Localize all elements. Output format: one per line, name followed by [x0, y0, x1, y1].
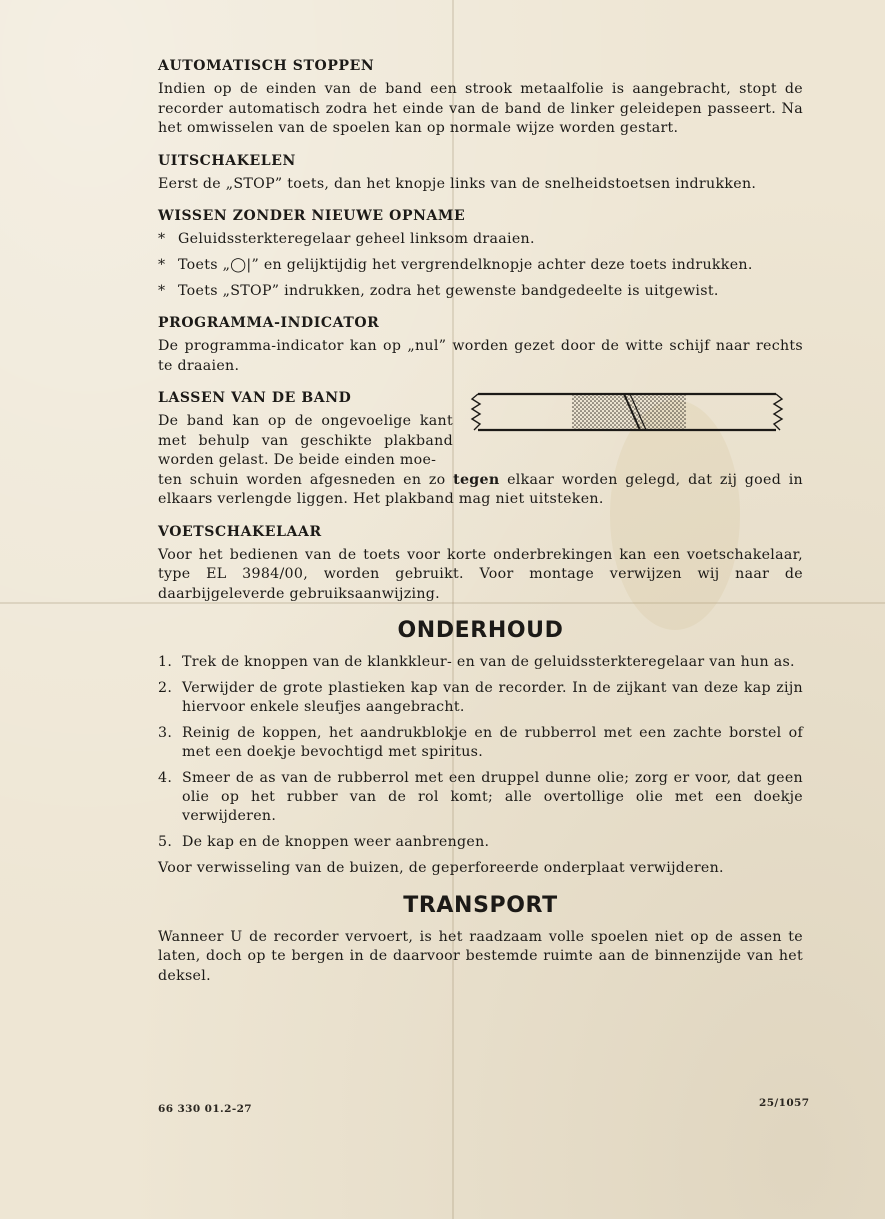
asterisk-bullet: * [158, 231, 166, 247]
onderhoud-heading: ONDERHOUD [397, 618, 564, 643]
asterisk-bullet: * [158, 283, 166, 299]
list-item [158, 256, 803, 275]
list-item [158, 230, 803, 249]
item-number: 4. [158, 770, 173, 786]
numbered-item [158, 679, 803, 717]
numbered-item [158, 833, 803, 852]
section-text: Eerst de „STOP” toets, dan het knopje links van de snelheidstoetsen indrukken. [158, 175, 757, 192]
item-number: 5. [158, 834, 173, 850]
text-run: elkaar worden gelegd, dat zij goed in elkaars verlengde liggen. Het plakband mag niet uitsteken. [158, 471, 803, 507]
section-uitschakelen [158, 153, 803, 195]
section-programma-indicator [158, 315, 803, 376]
list-item-text: Toets „◯|” en gelijktijdig het vergrendelknopje achter deze toets indrukken. [178, 257, 753, 273]
document-body [158, 58, 803, 986]
section-text-side: De band kan op de ongevoelige kant met behulp van geschikte plakband worden gelast. De beide einden moe- [158, 413, 453, 468]
asterisk-bullet: * [158, 257, 166, 273]
list-item [158, 282, 803, 301]
item-number: 1. [158, 654, 173, 670]
section-text-continued [158, 471, 803, 510]
item-number: 2. [158, 680, 173, 696]
document-code: 66 330 01.2-27 [158, 1103, 252, 1115]
section-heading: VOETSCHAKELAAR [158, 523, 322, 540]
section-text: Indien op de einden van de band een strook metaalfolie is aangebracht, stopt de recorder automatisch zodra het einde van de band de linker geleidepen passeert. Na het omwisselen van de spoelen kan op normale wijze worden gestart. [158, 81, 803, 136]
numbered-item [158, 724, 803, 762]
section-text: De programma-indicator kan op „nul” worden gezet door de witte schijf naar rechts te draaien. [158, 338, 803, 374]
numbered-item [158, 653, 803, 672]
bold-word: tegen [453, 471, 500, 488]
list-item-text: Toets „STOP” indrukken, zodra het gewenste bandgedeelte is uitgewist. [178, 283, 719, 299]
transport-heading: TRANSPORT [403, 892, 558, 918]
tape-splice-illustration [464, 390, 790, 436]
section-heading: AUTOMATISCH STOPPEN [158, 58, 375, 74]
text-run: ten schuin worden afgesneden en zo [158, 471, 454, 488]
section-onderhoud [158, 618, 803, 879]
item-text: Trek de knoppen van de klankkleur- en van de geluidssterkteregelaar van hun as. [182, 654, 795, 670]
section-transport [158, 893, 803, 987]
item-text: Verwijder de grote plastieken kap van de recorder. In de zijkant van deze kap zijn hiervoor enkele sleufjes aangebracht. [182, 680, 803, 715]
section-heading: LASSEN VAN DE BAND [158, 390, 352, 406]
section-text: Voor het bedienen van de toets voor korte onderbrekingen kan een voetschakelaar, type EL 3984/00, worden gebruikt. Voor montage verwijzen wij naar de daarbijgeleverde gebruiksaanwijzing. [158, 546, 803, 602]
section-voetschakelaar [158, 524, 803, 605]
transport-text: Wanneer U de recorder vervoert, is het raadzaam volle spoelen niet op de assen te laten, doch op te bergen in de daarvoor bestemde ruimte aan de binnenzijde van het deksel. [158, 928, 803, 984]
item-text: Reinig de koppen, het aandrukblokje en de rubberrol met een zachte borstel of met een doekje bevochtigd met spiritus. [182, 725, 803, 760]
item-text: Smeer de as van de rubberrol met een druppel dunne olie; zorg er voor, dat geen olie op het rubber van de rol komt; alle overtollige olie met een doekje verwijderen. [182, 770, 803, 824]
section-heading: PROGRAMMA-INDICATOR [158, 315, 380, 331]
print-code: 25/1057 [759, 1097, 810, 1109]
onderhoud-note: Voor verwisseling van de buizen, de geperforeerde onderplaat verwijderen. [158, 860, 724, 876]
list-item-text: Geluidssterkteregelaar geheel linksom draaien. [178, 231, 535, 247]
item-number: 3. [158, 725, 173, 741]
section-automatisch-stoppen [158, 58, 803, 139]
section-heading: WISSEN ZONDER NIEUWE OPNAME [158, 208, 466, 224]
section-heading: UITSCHAKELEN [158, 152, 296, 169]
section-lassen [158, 390, 803, 510]
section-wissen [158, 208, 803, 301]
numbered-item [158, 769, 803, 826]
item-text: De kap en de knoppen weer aanbrengen. [182, 834, 490, 850]
